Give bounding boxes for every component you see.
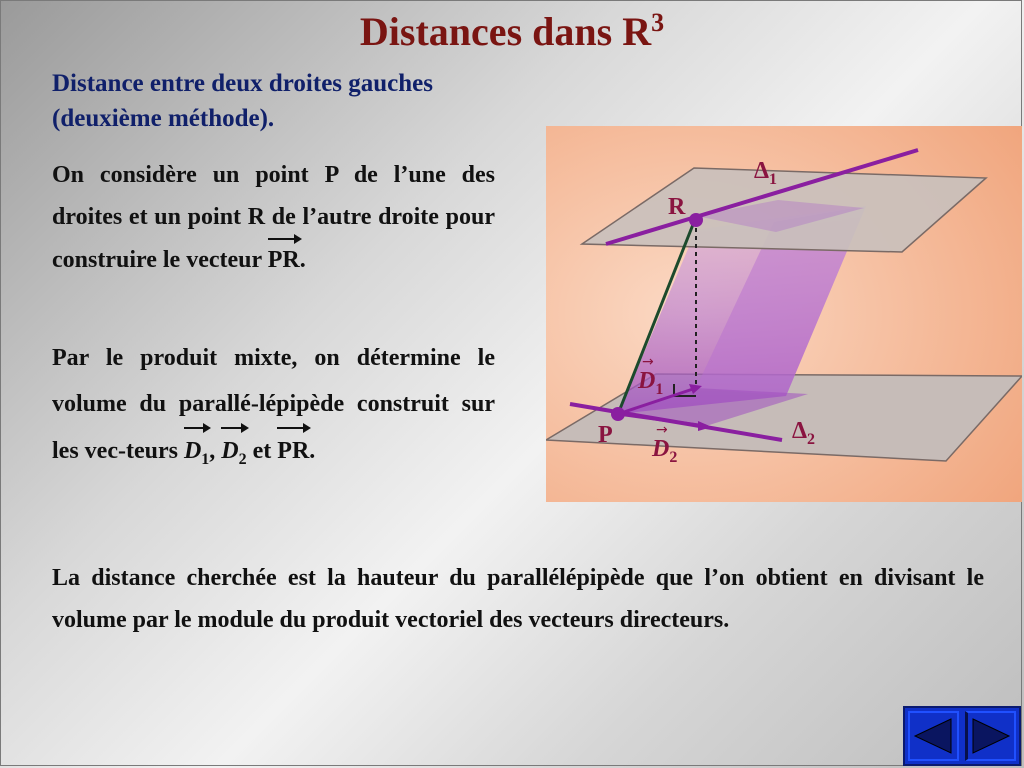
point-p xyxy=(611,407,625,421)
label-d1-arrow-mark: → xyxy=(642,354,654,370)
arrow-right-icon xyxy=(969,716,1013,756)
label-d2-arrow-mark: → xyxy=(656,422,668,438)
title-exponent: 3 xyxy=(651,8,665,37)
label-delta2: $\Delta_2$ xyxy=(792,418,816,448)
paragraph-mixed-product: Par le produit mixte, on détermine le volume du parallé-lépipède construit sur les vec-teurs $D_1$, $D_2$ et PR. xyxy=(52,336,495,482)
subtitle xyxy=(52,66,552,136)
previous-slide-button[interactable] xyxy=(908,711,959,761)
paragraph-construction: On considère un point P de l’une des droites et un point R de l’autre droite pour construire le vecteur PR. xyxy=(52,155,495,282)
paragraph-conclusion: La distance cherchée est la hauteur du parallélépipède que l’on obtient en divisant le volume par le module du produit vectoriel des vecteurs directeurs. xyxy=(52,565,984,633)
subtitle-line-2: (deuxième méthode). xyxy=(52,105,275,132)
vector-d1: $D_1$ xyxy=(184,427,209,482)
slide-navigation xyxy=(903,706,1021,766)
parallelepiped-figure xyxy=(546,126,1022,502)
point-r xyxy=(689,213,703,227)
label-d2: $D_2$ xyxy=(652,436,678,466)
label-r: R xyxy=(668,194,686,220)
vector-d2: $D_2$ xyxy=(221,427,246,482)
vector-pr: PR xyxy=(268,238,300,282)
arrow-left-icon xyxy=(911,716,955,756)
label-delta1: $\Delta_1$ xyxy=(754,158,778,188)
label-d1: $D_1$ xyxy=(638,368,664,398)
subtitle-line-1: Distance entre deux droites gauches xyxy=(52,70,433,97)
vector-pr-2: PR xyxy=(277,427,309,475)
label-p: P xyxy=(598,422,613,448)
next-slide-button[interactable] xyxy=(965,711,1017,761)
page-title: Distances dans $R^3$ xyxy=(359,8,665,54)
